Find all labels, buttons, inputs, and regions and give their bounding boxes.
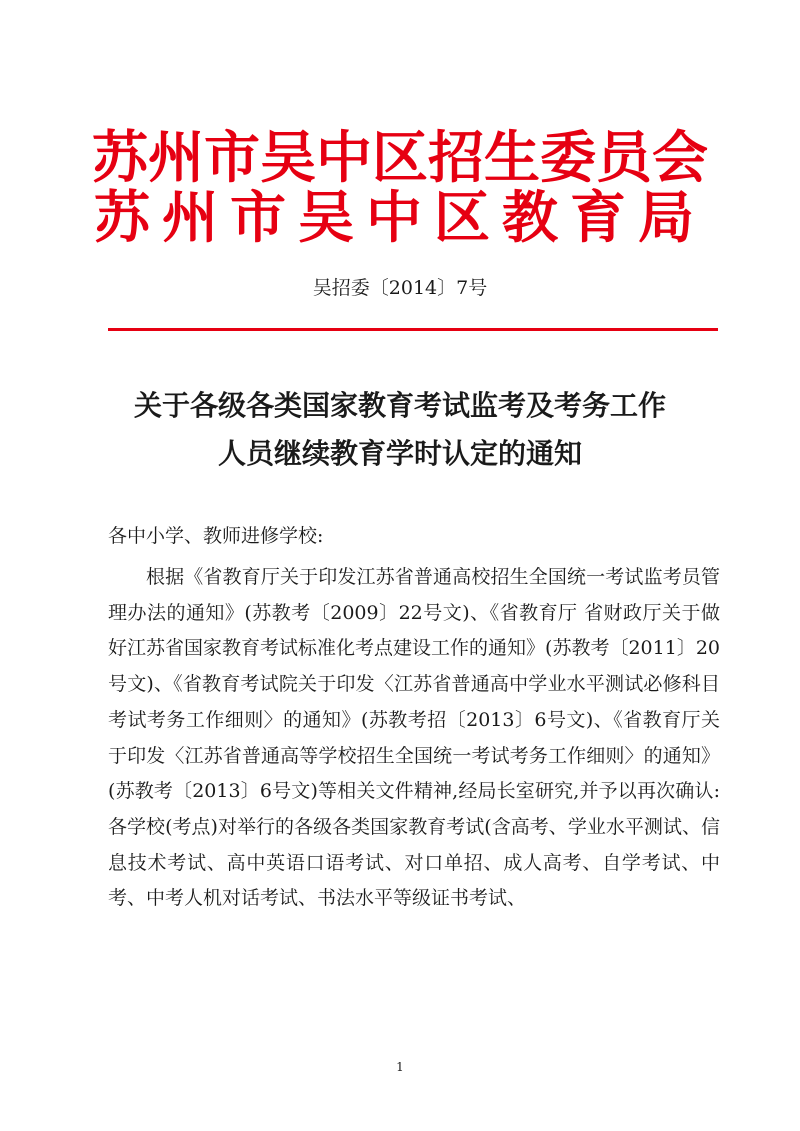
- document-number: 吴招委〔2014〕7号: [312, 277, 488, 299]
- letterhead-org-1: 苏州市吴中区招生委员会: [92, 125, 708, 191]
- title-line-2: 人员继续教育学时认定的通知: [217, 437, 582, 470]
- title-line-1: 关于各级各类国家教育考试监考及考务工作: [133, 389, 666, 422]
- letterhead-org-2: 苏州市吴中区教育局: [94, 185, 706, 251]
- body-paragraph: 根据《省教育厅关于印发江苏省普通高校招生全国统一考试监考员管理办法的通知》(苏教考〔2009〕22号文)、《省教育厅 省财政厅关于做好江苏省国家教育考试标准化考点建设工作的通知》(苏教考〔2011〕20号文)、《省教育考试院关于印发〈江苏省普通高中学业水平测试必修科目考试考务工作细则〉的通知》(苏教考招〔2013〕6号文)、《省教育厅关于印发〈江苏省普通高等学校招生全国统一考试考务工作细则〉的通知》(苏教考〔2013〕6号文)等相关文件精神,经局长室研究,并予以再次确认:各学校(考点)对举行的各级各类国家教育考试(含高考、学业水平测试、信息技术考试、高中英语口语考试、对口单招、成人高考、自学考试、中考、中考人机对话考试、书法水平等级证书考试、: [108, 566, 720, 910]
- document-title: [80, 382, 720, 478]
- red-divider: [108, 328, 718, 331]
- letterhead: [0, 125, 800, 251]
- page-number: 1: [396, 1060, 404, 1074]
- salutation: 各中小学、教师进修学校:: [108, 525, 324, 547]
- body-text: [108, 560, 720, 917]
